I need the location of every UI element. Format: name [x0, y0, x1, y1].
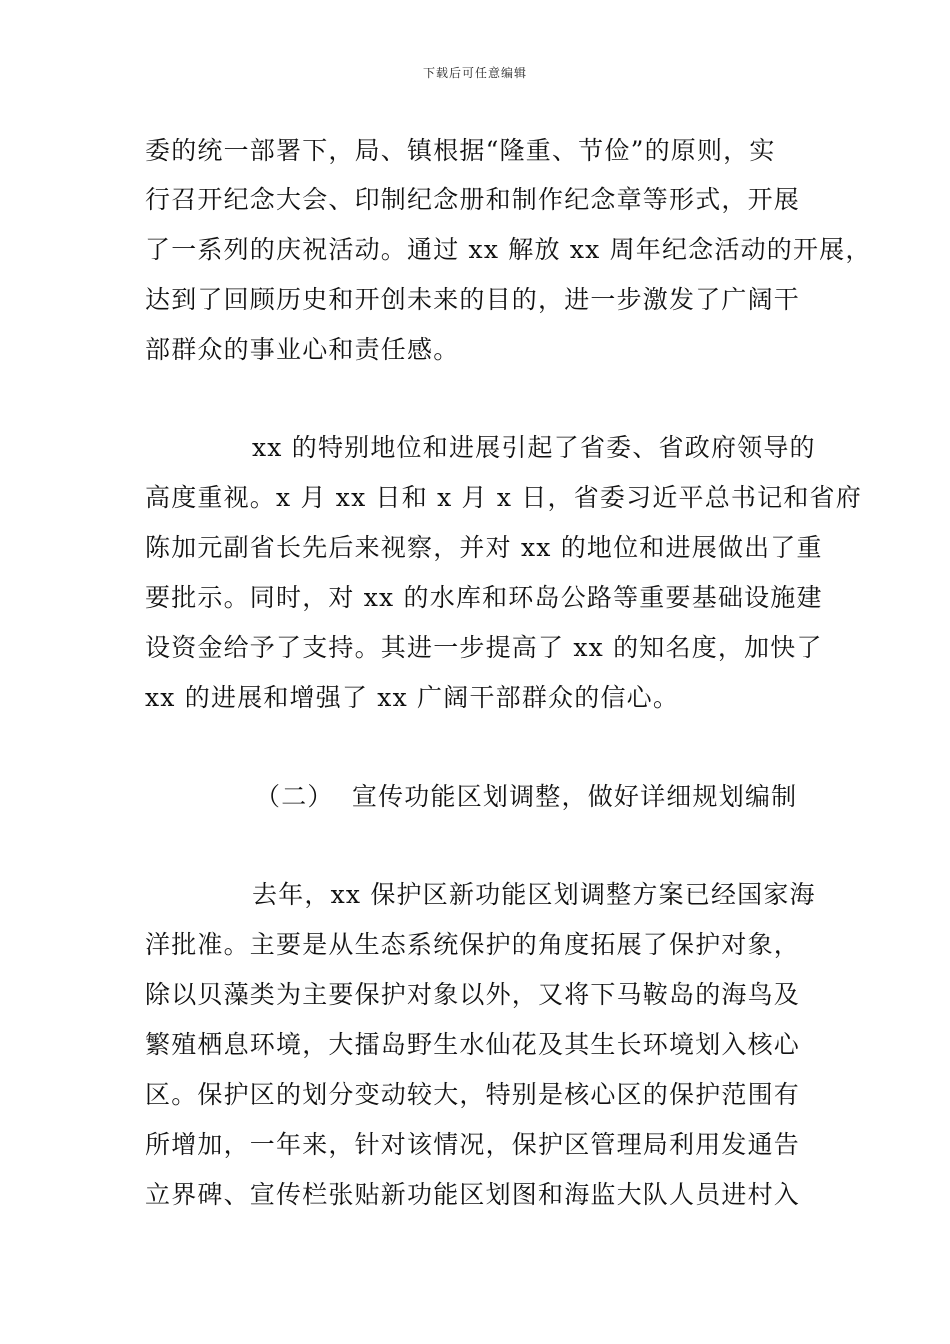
paragraph-line: 达到了回顾历史和开创未来的目的，进一步激发了广阔干: [145, 285, 801, 314]
page-header: 下载后可任意编辑: [422, 66, 527, 80]
paragraph-line: 高度重视。x 月 xx 日和 x 月 x 日，省委习近平总书记和省府: [145, 483, 862, 512]
paragraph-line: 区。保护区的划分变动较大，特别是核心区的保护范围有: [145, 1080, 801, 1109]
paragraph-line: 部群众的事业心和责任感。: [145, 335, 460, 364]
paragraph-line: xx 的进展和增强了 xx 广阔干部群众的信心。: [145, 683, 680, 712]
paragraph-line: 设资金给予了支持。其进一步提高了 xx 的知名度，加快了: [145, 633, 823, 662]
paragraph-line: 洋批准。主要是从生态系统保护的角度拓展了保护对象，: [145, 930, 801, 959]
paragraph-line: 要批示。同时，对 xx 的水库和环岛公路等重要基础设施建: [145, 583, 823, 612]
paragraph-line: xx 的特别地位和进展引起了省委、省政府领导的: [252, 433, 816, 462]
section-heading: （二） 宣传功能区划调整，做好详细规划编制: [255, 782, 798, 811]
paragraph-line: 陈加元副省长先后来视察，并对 xx 的地位和进展做出了重: [145, 533, 823, 562]
paragraph-line: 所增加，一年来，针对该情况，保护区管理局利用发通告: [145, 1130, 801, 1159]
paragraph-line: 了一系列的庆祝活动。通过 xx 解放 xx 周年纪念活动的开展，: [145, 235, 872, 264]
paragraph-line: 立界碑、宣传栏张贴新功能区划图和海监大队人员进村入: [145, 1180, 801, 1209]
paragraph-line: 除以贝藻类为主要保护对象以外，又将下马鞍岛的海鸟及: [145, 980, 801, 1009]
paragraph-line: 委的统一部署下，局、镇根据“隆重、节俭”的原则，实: [145, 136, 776, 165]
paragraph-line: 去年，xx 保护区新功能区划调整方案已经国家海: [252, 880, 816, 909]
paragraph-line: 行召开纪念大会、印制纪念册和制作纪念章等形式，开展: [145, 185, 801, 214]
paragraph-line: 繁殖栖息环境，大擂岛野生水仙花及其生长环境划入核心: [145, 1030, 801, 1059]
